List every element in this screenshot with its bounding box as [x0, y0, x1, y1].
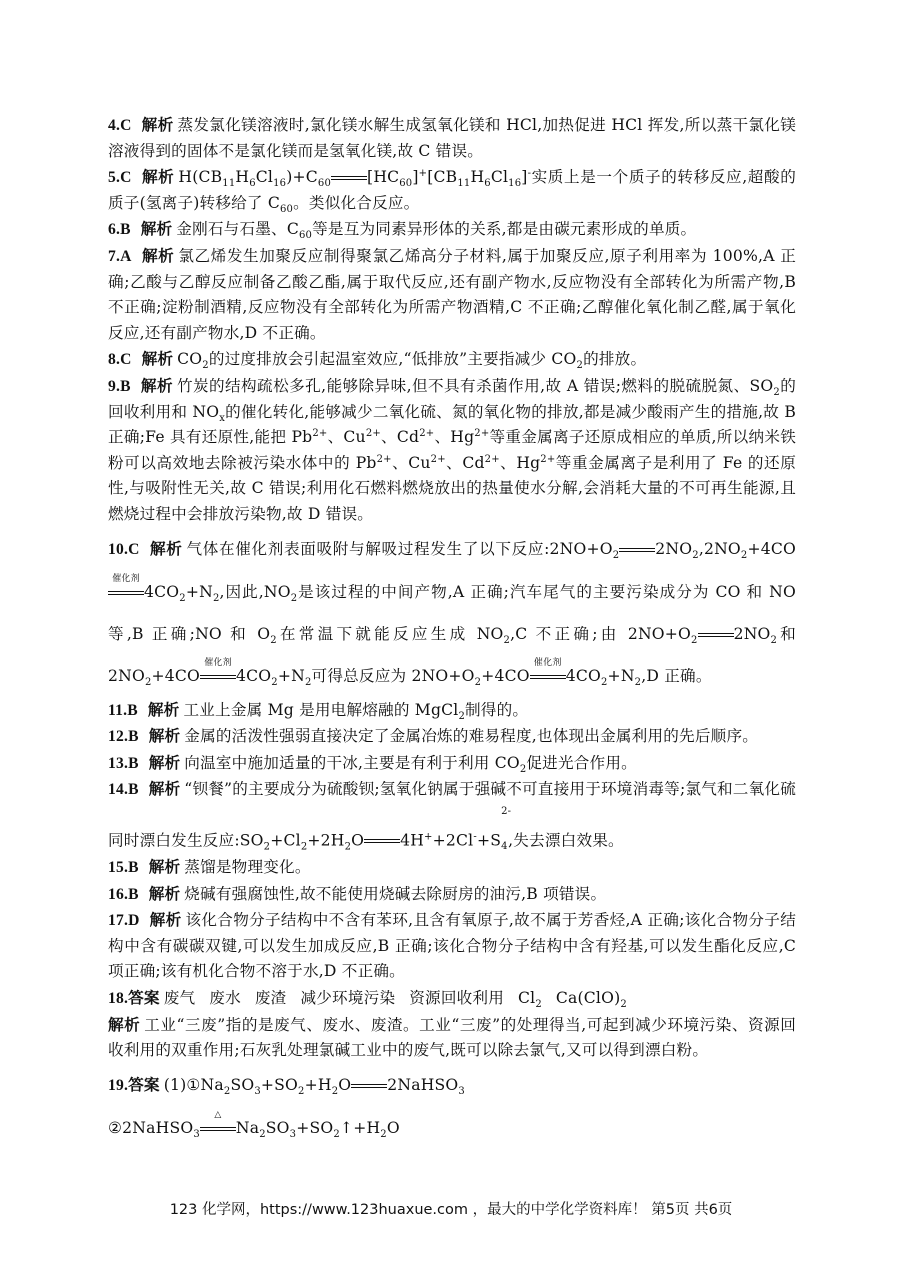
analysis-text: ,2NO: [698, 539, 741, 558]
answer-q6: [108, 216, 796, 243]
superscript: -: [527, 168, 532, 179]
analysis-text: 、Cd: [380, 428, 420, 447]
subscript: 2: [634, 676, 642, 688]
formula-text: )+C: [286, 168, 318, 187]
answer-q9: [108, 373, 796, 528]
question-number: 13.B: [108, 754, 139, 772]
question-number: 7.A: [108, 247, 132, 265]
superscript: +: [418, 168, 428, 179]
subscript: 60: [317, 178, 332, 190]
analysis-text: O: [351, 831, 365, 850]
superscript: -: [473, 831, 477, 843]
subscript: 2: [692, 549, 699, 561]
subscript: 16: [508, 178, 522, 190]
analysis-text: +N: [185, 582, 213, 601]
subscript: 2: [519, 763, 527, 775]
superscript: 2+: [312, 427, 328, 439]
subscript: 4: [501, 841, 508, 853]
subscript: 60: [280, 203, 294, 215]
formula-text: ②2NaHSO: [108, 1118, 194, 1137]
superscript: 2+: [484, 453, 500, 465]
question-number: 11.B: [108, 701, 138, 719]
analysis-text: 促进光合作用。: [526, 753, 637, 772]
formula-text: [HC: [367, 168, 400, 187]
question-number: 17.D: [108, 912, 140, 930]
question-number: 4.C: [108, 117, 132, 134]
analysis-text: +N: [277, 666, 305, 685]
analysis-text: 等重金属离子是利用了 Fe 的还原性,与吸附性无关,故 C 错误;利用化石燃料燃烧放出的热量使水分解,会消耗大量的不可再生能源,且燃烧过程中会排放污染物,故 D 错误。: [108, 453, 797, 523]
answer-item: Ca(ClO): [555, 989, 621, 1008]
subscript: 2: [380, 1128, 387, 1140]
subscript: 3: [254, 1085, 261, 1097]
analysis-text: 工业上金属 Mg 是用电解熔融的 MgCl: [183, 700, 459, 719]
analysis-text: 可得总反应为 2NO+O: [311, 666, 475, 685]
subscript: x: [219, 412, 226, 424]
subscript: 2: [270, 634, 277, 646]
answer-item: 废渣: [254, 989, 287, 1008]
question-number: 19.: [108, 1076, 129, 1094]
subscript: 2: [333, 1128, 340, 1140]
analysis-text: +Cl: [270, 831, 301, 850]
catalyst-label: 催化剂: [112, 573, 140, 584]
formula-text: +SO: [260, 1075, 299, 1094]
equals-sign: [698, 628, 734, 642]
subscript: 2: [223, 1085, 231, 1097]
formula-text: H: [470, 168, 485, 187]
equals-sign: [351, 1079, 387, 1093]
formula-text: [CB: [427, 168, 458, 187]
subscript: 16: [273, 178, 287, 190]
answer-q8: [108, 346, 796, 373]
subscript: 2: [300, 841, 308, 853]
analysis-text: 蒸馏是物理变化。: [184, 858, 311, 877]
answer-item: 减少环境污染: [300, 989, 396, 1008]
subscript: 11: [457, 178, 471, 190]
analysis-label: 解析: [148, 779, 181, 799]
catalyst-equals-sign: [108, 573, 144, 600]
answer-q17: [108, 907, 796, 985]
analysis-text: 2NO: [655, 539, 693, 558]
formula-text: Na: [235, 1118, 260, 1137]
analysis-text: 的过度排放会引起温室效应,“低排放”主要指减少 CO: [208, 350, 577, 369]
subscript: 2: [458, 710, 466, 722]
analysis-label: 解析: [141, 115, 174, 134]
equals-sign: [619, 543, 655, 557]
analysis-text: 、Cd: [445, 453, 485, 472]
question-number: 10.C: [108, 540, 140, 558]
analysis-text: ,失去漂白效果。: [508, 831, 624, 850]
subscript: 2: [691, 634, 698, 646]
catalyst-equals-sign: [530, 657, 566, 684]
question-number: 5.C: [108, 169, 132, 187]
subscript: 2: [331, 1085, 339, 1097]
subscript: 2: [612, 549, 620, 561]
subscript: 11: [222, 178, 236, 190]
analysis-label: 解析: [148, 857, 181, 877]
formula-text: 2NaHSO: [387, 1075, 459, 1094]
analysis-text: “钡餐”的主要成分为硫酸钡;氢氧化钠属于强碱不可直接用于环境消毒等;氯气和二氧化硫同时漂白发生反应:SO: [108, 780, 796, 850]
subscript: 2: [144, 676, 152, 688]
analysis-text: 蒸发氯化镁溶液时,氯化镁水解生成氢氧化镁和 HCl,加热促进 HCl 挥发,所以蒸干氯化镁溶液得到的固体不是氯化镁而是氢氧化镁,故 C 错误。: [108, 116, 796, 160]
formula-text: ↑+H: [339, 1118, 381, 1137]
superscript: 2+: [365, 427, 381, 439]
analysis-label: 解析: [148, 726, 181, 746]
answer-q19: [108, 1064, 796, 1149]
analysis-label: 解析: [141, 349, 174, 369]
subscript: 2: [770, 634, 778, 646]
analysis-text: 的排放。: [583, 350, 647, 369]
subscript: 6: [484, 178, 491, 190]
subscript: 2: [535, 999, 542, 1011]
analysis-label: 解析: [141, 167, 175, 187]
analysis-text: 和 2NO: [108, 624, 796, 685]
analysis-text: 向温室中施加适量的干冰,主要是有利于利用 CO: [184, 753, 520, 772]
answer-content: [108, 112, 796, 1149]
answer-q14: [108, 776, 796, 854]
answer-q4: [108, 112, 796, 164]
formula-text: +SO: [296, 1118, 334, 1137]
analysis-text: 的催化转化,能够减少二氧化硫、氮的氧化物的排放,都是减少酸雨产生的措施,故 B 正确;Fe 具有还原性,能把 Pb: [108, 402, 796, 447]
analysis-text: CO: [177, 350, 203, 369]
answer-item: 资源回收利用: [409, 989, 504, 1008]
analysis-label: 解析: [141, 245, 175, 265]
formula-text: Cl: [255, 168, 274, 187]
answer-q15: [108, 854, 796, 881]
equals-sign: [331, 171, 367, 185]
analysis-text: 的回收利用和 NO: [108, 376, 797, 421]
question-number: 12.B: [108, 728, 139, 746]
catalyst-equals-sign: [200, 657, 236, 684]
formula-text: H(CB: [178, 168, 223, 187]
answer-q18: [108, 985, 796, 1064]
answer-q11: [108, 697, 796, 724]
superscript: 2-: [501, 805, 512, 817]
analysis-text: 金刚石与石墨、C: [176, 220, 299, 239]
subscript: 2: [620, 999, 627, 1011]
subscript: 2: [474, 676, 482, 688]
analysis-text: ,D 正确。: [641, 666, 712, 685]
answer-q10: [108, 528, 796, 697]
subscript: 3: [289, 1128, 297, 1140]
subscript: 6: [249, 178, 256, 190]
ion-charge: [501, 803, 512, 854]
analysis-text: 。类似化合反应。: [293, 193, 420, 212]
subscript: 2: [290, 592, 298, 604]
subscript: 2: [773, 387, 780, 399]
analysis-text: 等重金属离子还原成相应的单质,所以纳米铁粉可以高效地去除被污染水体中的 Pb: [108, 428, 797, 472]
analysis-text: 4CO: [236, 666, 272, 685]
analysis-text: 该化合物分子结构中不含有苯环,且含有氧原子,故不属于芳香烃,A 正确;该化合物分子结构中含有碳碳双键,可以发生加成反应,B 正确;该化合物分子结构中含有羟基,可以发生酯化反应,C 项正确;该有机化合物不溶于水,D 不正确。: [108, 911, 796, 981]
analysis-text: 2NO: [733, 624, 771, 643]
catalyst-label: 催化剂: [204, 657, 232, 668]
formula-text: Cl: [490, 168, 509, 187]
question-number: 18.: [108, 990, 129, 1008]
subscript: 3: [193, 1128, 200, 1140]
subscript: 2: [304, 676, 312, 688]
subscript: 3: [458, 1085, 465, 1097]
question-number: 16.B: [108, 885, 139, 903]
superscript: 2+: [419, 427, 435, 439]
superscript: +: [424, 831, 433, 843]
subscript: 2: [576, 360, 584, 372]
formula-text: ]: [521, 168, 528, 187]
analysis-text: 烧碱有强腐蚀性,故不能使用烧碱去除厨房的油污,B 项错误。: [184, 884, 607, 903]
question-number: 15.B: [108, 859, 139, 877]
analysis-label: 解析: [148, 883, 181, 903]
answer-q12: [108, 723, 796, 750]
question-number: 14.B: [108, 781, 139, 799]
answer-q16: [108, 881, 796, 908]
page-footer: 123 化学网，https://www.123huaxue.com ，最大的中学化学资料库！ 第5页 共6页: [169, 1202, 733, 1218]
answer-item: Cl: [518, 989, 536, 1008]
analysis-label: 解析: [140, 219, 173, 239]
heat-symbol: △: [214, 1109, 222, 1120]
analysis-text: +N: [607, 666, 635, 685]
analysis-label: 解析: [149, 538, 183, 558]
analysis-text: 氯乙烯发生加聚反应制得聚氯乙烯高分子材料,属于加聚反应,原子利用率为 100%,A 正确;乙酸与乙醇反应制备乙酸乙酯,属于取代反应,还有副产物水,反应物没有全部转化为所需产物,B 不正确;淀粉制酒精,反应物没有全部转化为所需产物酒精,C 不正确;乙醇催化氧化制乙醛,属于氧化反应,还有副产物水,D 不正确。: [108, 246, 796, 342]
analysis-text: 、Hg: [434, 428, 475, 447]
analysis-text: 在常温下就能反应生成 NO: [276, 624, 504, 643]
analysis-text: 、Cu: [391, 453, 431, 472]
answer-item: 废气: [163, 989, 196, 1008]
analysis-label: 解析: [108, 1014, 141, 1034]
formula-text: +H: [304, 1075, 332, 1094]
analysis-text: +4CO: [151, 666, 201, 685]
superscript: 2+: [540, 453, 556, 465]
subscript: 2: [503, 634, 511, 646]
subscript: 2: [271, 676, 278, 688]
question-number: 9.B: [108, 377, 131, 395]
analysis-text: +4CO: [747, 539, 796, 558]
formula-text: H: [235, 168, 250, 187]
subscript: 60: [299, 230, 313, 242]
subscript: 2: [298, 1085, 305, 1097]
analysis-label: 解析: [147, 699, 180, 719]
analysis-text: +4CO: [481, 666, 530, 685]
answer-item: 废水: [209, 989, 241, 1008]
analysis-text: +S: [476, 831, 502, 850]
question-number: 8.C: [108, 351, 132, 369]
subscript: 2: [344, 841, 352, 853]
answer-label: 答案: [128, 1074, 160, 1094]
analysis-label: 解析: [149, 910, 182, 930]
subscript: 2: [259, 1128, 266, 1140]
formula-text: SO: [265, 1118, 290, 1137]
analysis-text: 4CO: [565, 666, 601, 685]
analysis-label: 解析: [140, 375, 173, 395]
analysis-text: 气体在催化剂表面吸附与解吸过程发生了以下反应:2NO+O: [186, 539, 613, 558]
subscript: 2: [263, 841, 271, 853]
analysis-text: 、Cu: [327, 428, 366, 447]
analysis-text: ,因此,NO: [219, 582, 291, 601]
answer-label: 答案: [128, 988, 160, 1008]
formula-text: O: [386, 1118, 400, 1137]
analysis-text: +2Cl: [432, 831, 474, 850]
subscript: 60: [399, 178, 413, 190]
formula-text: (1)①Na: [163, 1075, 224, 1094]
analysis-text: 、Hg: [499, 453, 541, 472]
analysis-text: 是该过程的中间产物,A 正确;汽车尾气的主要污染成分为 CO 和 NO 等,B 正确;NO 和 O: [108, 582, 796, 643]
equals-sign: [364, 834, 400, 848]
subscript: 2: [600, 676, 608, 688]
catalyst-label: 催化剂: [533, 657, 562, 668]
answer-q13: [108, 750, 796, 777]
answer-q7: [108, 243, 796, 346]
analysis-text: 金属的活泼性强弱直接决定了金属冶炼的难易程度,也体现出金属利用的先后顺序。: [184, 727, 759, 746]
analysis-text: +2H: [307, 831, 345, 850]
formula-text: ]: [412, 168, 419, 187]
subscript: 2: [179, 592, 186, 604]
superscript: 2+: [430, 453, 446, 465]
answer-q5: [108, 164, 796, 216]
analysis-label: 解析: [148, 752, 181, 772]
superscript: 2+: [474, 427, 490, 439]
formula-text: O: [338, 1075, 352, 1094]
superscript: 2+: [376, 453, 392, 465]
heat-equals-sign: [200, 1109, 236, 1136]
analysis-text: 竹炭的结构疏松多孔,能够除异味,但不具有杀菌作用,故 A 错误;燃料的脱硫脱氮、SO: [176, 376, 774, 395]
analysis-text: ,C 不正确;由 2NO+O: [510, 624, 692, 643]
subscript: 2: [212, 592, 220, 604]
analysis-text: 4H: [400, 831, 425, 850]
question-number: 6.B: [108, 221, 131, 239]
analysis-text: 制得的。: [465, 700, 529, 719]
analysis-text: 等是互为同素异形体的关系,都是由碳元素形成的单质。: [312, 220, 697, 239]
analysis-text: 实质上是一个质子的转移反应,超酸的质子(氢离子)转移给了 C: [108, 168, 797, 212]
subscript: 2: [740, 549, 748, 561]
analysis-text: 工业“三废”指的是废气、废水、废渣。工业“三废”的处理得当,可起到减少环境污染、资源回收利用的双重作用;石灰乳处理氯碱工业中的废气,既可以除去氯气,又可以得到漂白粉。: [108, 1015, 796, 1060]
subscript: 2: [202, 360, 209, 372]
formula-text: SO: [230, 1075, 255, 1094]
analysis-text: 4CO: [144, 582, 180, 601]
